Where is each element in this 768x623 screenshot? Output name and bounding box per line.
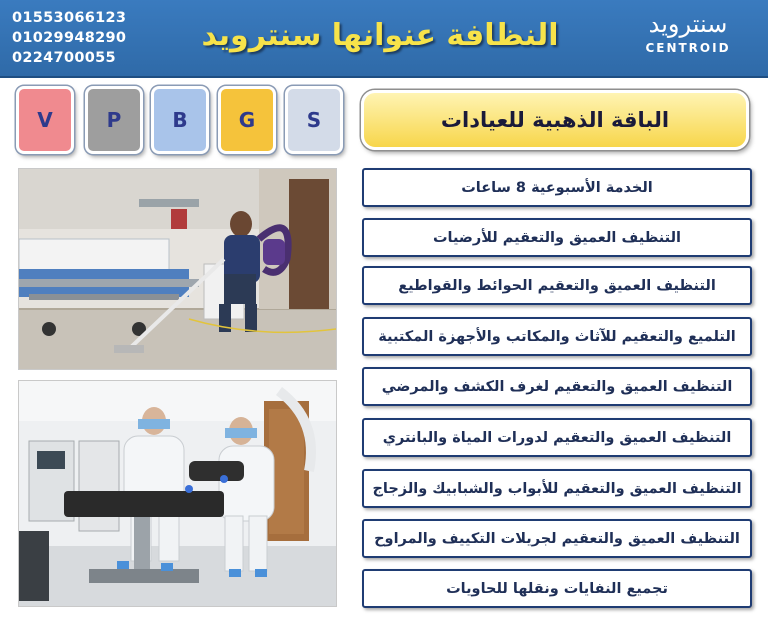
service-item-7: التنظيف العميق والتعقيم للأبواب والشبابيك والزجاج [362, 469, 752, 508]
package-title: الباقة الذهبية للعيادات [361, 90, 749, 150]
phone-number-2[interactable]: 01029948290 [12, 30, 127, 46]
headline: النظافة عنوانها سنترويد [201, 18, 559, 53]
service-item-4: التلميع والتعقيم للآثاث والمكاتب والأجهزة المكتبية [362, 317, 752, 356]
centroid-logo [622, 8, 754, 68]
service-item-6: التنظيف العميق والتعقيم لدورات المياة والبانتري [362, 418, 752, 457]
service-item-9: تجميع النفايات ونقلها للحاويات [362, 569, 752, 608]
photo-cleaning-patient-room [18, 168, 337, 370]
service-item-2: التنظيف العميق والتعقيم للأرضيات [362, 218, 752, 257]
package-b-button[interactable]: B [151, 86, 209, 154]
package-p-button[interactable]: P [85, 86, 143, 154]
package-v-button[interactable]: V [16, 86, 74, 154]
photo-disinfecting-operating-room [18, 380, 337, 607]
service-item-3: التنظيف العميق والتعقيم الحوائط والقواطيع [362, 266, 752, 305]
logo-arabic-text: سنترويد [648, 10, 728, 38]
phone-number-3[interactable]: 0224700055 [12, 50, 116, 66]
service-item-5: التنظيف العميق والتعقيم لغرف الكشف والمرضي [362, 367, 752, 406]
package-s-button[interactable]: S [285, 86, 343, 154]
logo-english-text: CENTROID [645, 41, 731, 55]
package-g-button[interactable]: G [218, 86, 276, 154]
header-bar [0, 0, 768, 78]
phone-number-1[interactable]: 01553066123 [12, 10, 127, 26]
package-selector [14, 86, 344, 156]
service-item-8: التنظيف العميق والتعقيم لجريلات التكييف والمراوح [362, 519, 752, 558]
service-item-1: الخدمة الأسبوعية 8 ساعات [362, 168, 752, 207]
phone-list [12, 9, 126, 68]
